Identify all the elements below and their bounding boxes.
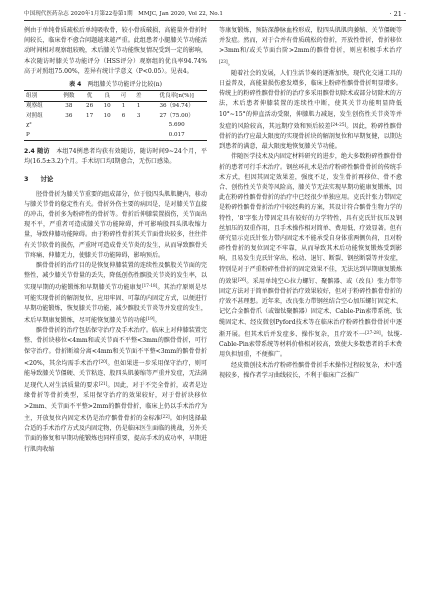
body-paragraph: 随着社会的发展，人们生活节奏的逐渐加快，现代化交通工具的日益普及，高能量损伤愈发增多，临床上粉碎性髌骨骨折明显增多。传统上的粉碎性髌骨骨折的治疗多采用髌骨切除术或部分切除术的方法，术后患者伸膝装置的连续性中断，使其关节功能明显降低10°~15°的伸直活动受限，伸膝肌力减退，发生创伤性关节炎等并发症的风险较高，其远期疗效和预后较差[24-25]。因此，粉碎性髌骨骨折的治疗应最大限度的实现骨折块的解剖复位和早期复健，以期达到患者的满意，最大限度地恢复膝关节功能。 — [219, 69, 403, 151]
body-paragraph: 等康复锻炼，预防深静脉血栓形成，股四头肌肌肉萎缩、关节僵硬等并发症。然而，对于合并有骨质疏松的骨折，开放性骨折，骨折移位>3mm和/或关节面台阶>2mm的髌骨骨折，则应积极手术治疗[23]。 — [219, 27, 402, 67]
table-cell: 10 — [103, 103, 111, 110]
citation: [27-28] — [365, 329, 381, 335]
table-caption — [24, 80, 207, 90]
table-label: 表 4 — [69, 81, 82, 89]
header-excellent: 优 — [81, 91, 99, 102]
followup-paragraph — [24, 147, 207, 167]
table-cell — [98, 131, 116, 141]
citation: [23] — [219, 58, 228, 64]
table-cell — [81, 131, 99, 141]
section-heading — [24, 174, 207, 184]
table-cell: P — [24, 131, 57, 141]
body-paragraph: 伴随医学技术及内固定材料研究的进步，绝大多数粉碎性髌骨骨折的患者可行手术治疗。钢丝环扎术是治疗粉碎性髌骨骨折的传统手术方式，但因其固定效果差，强度不足，发生骨折再移位、骨不愈合、创伤性关节炎等风险高，膝关节无法实现早期功能康复锻炼，因此在粉碎性髌骨骨折的治疗中已经很少单独应用。克氏针张力带固定是粉碎性髌骨骨折治疗中较经典的方案，其设计符合髌骨生物力学的特性，'8'字张力带固定具有较好的力学特性，具有克氏针抗压及钢丝加压的双重作用，且手术操作相对简单、费用低、疗效显著。但有研究显示克氏针张力带内固定术不能承受自身体重两侧负荷，且对粉碎性骨折的复位固定不牢靠，从而导致其术后功能恢复锻炼受到影响，且易发生克氏针穿出、松动、退钉、断裂、钢丝断裂等并发症，特别是对于严重粉碎性骨折的固定效果不佳，无法达到早期康复锻炼的效果[26]。采用单纯空心拉力螺钉、聚髌器、或（改良）张力带等固定方法对于简单髌骨骨折治疗效果较好，但对于粉碎性髌骨骨折的疗效不甚理想。近年来，改良张力带钢丝结合空心加压螺钉固定术、记忆合金髌骨爪（或镍钛聚髌器）固定术、Cable-Pin索带系统、钛缆固定术、经皮微创Pyford技术等在临床治疗粉碎性髌骨骨折中逐渐开展。但其术后并发症多、操作复杂，且疗效不一[27-28]。钛缆-Cable-Pin索带系统等材料价格相对较高，致使大多数患者的手术费用负担加重，不便推广。 — [219, 153, 403, 359]
table-cell: 6 — [121, 112, 126, 119]
table-cell — [131, 121, 146, 131]
header-fair: 可 — [116, 91, 131, 102]
citation: [20] — [98, 358, 108, 364]
followup-text: 本组74例患者均获有效随访，随访时间9~24个月，平均(16.5±3.2)个月。手术切口均Ⅰ期愈合，无伤口感染。 — [24, 148, 207, 166]
table-cell — [57, 121, 81, 131]
table-cell: 1 — [121, 103, 126, 110]
table-cell: 观察组 — [26, 103, 43, 110]
table-cell: 36（94.74） — [159, 103, 194, 110]
header-cases: 例数 — [57, 91, 81, 102]
table-cell — [131, 131, 146, 141]
table-cell: 38 — [65, 103, 73, 110]
citation: [19] — [145, 316, 155, 322]
citation: [26] — [237, 276, 247, 282]
body-paragraph: 经皮微创技术治疗粉碎性髌骨骨折手术操作过程较复杂，术中透视较多，操作者学习曲线较长，不利于临床广泛推广 — [219, 361, 402, 379]
table-cell: 10 — [103, 112, 111, 119]
section-title: 讨论 — [40, 175, 54, 184]
table-cell — [57, 131, 81, 141]
table-cell — [81, 121, 99, 131]
body-paragraph: 胫骨骨折为膝关节重要的组成部分，位于股四头肌肌腱内，移动与膝关节骨的稳定性有关。骨折外伤主要的病因是，是对膝关节直接的冲击，骨折多为粉碎性的骨折等。骨折后伸膝装置损伤，关节面出现不平，严重者可造成膝关节功能障碍，并可影响股四头肌收缩力量，导致伸膝功能障碍。由于粉碎性骨折其关节面骨块较多，往往伴有关节软骨的损伤，严重时可造成骨关节炎的发生，从而导致髌骨关节疼痛、伸膝无力，使膝关节功能障碍，影响预后。 — [24, 190, 207, 259]
citation: [17-18] — [141, 283, 158, 289]
followup-heading: 2.4 随访 — [24, 148, 50, 156]
table-cell: 27（75.00） — [159, 112, 194, 119]
header-good: 良 — [98, 91, 116, 102]
body-paragraph: 髌骨骨折的治疗包括保守治疗及手术治疗。临床上对伸膝装置完整、骨折块移位<4mm和或关节面不平整<3mm的髌骨骨折，可行保守治疗。骨折断端分离<4mm和关节面不平整<3mm的髌骨骨折<20%，其余均需手术治疗[20]。但如果进一步采用保守治疗，则可能导致膝关节僵硬、关节粘连、股四头肌萎缩等严重并发症，无法满足现代人对生活质量的要求[21]。因此，对于不完全骨折，或者是边缘骨折等骨折类型，采用保守治疗的效果较好，对于骨折块移位>2mm、关节面不平整>2mm的髌骨骨折，临床上仍以手术治疗为主，开放复位内固定术仍是治疗髌骨骨折的金标准[22]。如何选择最合适的手术治疗方式及内固定物，仍是临床医生面临的挑战，另外关节面的修复和早期功能锻炼也同样重要，提高手术的成功率，早期进行肌肉收缩 — [24, 327, 208, 453]
journal-citation: 中国现代医药杂志 2020年1月第22卷第1期 MMJC, Jan 2020, Vol 22, No.1 — [24, 11, 223, 17]
table-header-row — [24, 91, 207, 102]
citation: [22] — [161, 413, 170, 419]
table-row — [24, 131, 207, 141]
citation: [24-25] — [330, 121, 347, 127]
table-cell: 26 — [86, 103, 94, 110]
running-header — [24, 9, 406, 21]
table-cell — [98, 121, 116, 131]
right-column — [219, 26, 402, 381]
table-cell: 1 — [136, 103, 141, 110]
table-row — [24, 102, 207, 112]
table-cell: 对照组 — [26, 112, 43, 119]
table-cell: 0.017 — [146, 131, 207, 141]
table-cell: 5.690 — [168, 122, 185, 129]
table-row — [24, 121, 207, 131]
intro-paragraph: 例由于单纯骨质疏松后单纯吸收骨，较小骨质破损，高能量外骨折时间较长，临床骨不愈合问题越来越严重。此组患者小腿膝关节功能活动时间相对观察组较晚，术后膝关节功能恢复情况受到一定的影响，本次随访时膝关节功能评分（HSS评分）观察组的优良率94.74%高于对照组75.00%，差异有统计学意义（P<0.05）。见表4。 — [24, 27, 207, 75]
table-cell: 36 — [65, 112, 73, 119]
table-cell: χ² — [26, 122, 32, 129]
table-title: 两组膝关节功能评分比较(n) — [87, 81, 162, 89]
header-rate: 优良率[n(%)] — [146, 91, 207, 102]
left-column — [24, 26, 207, 455]
knee-function-table — [24, 90, 207, 141]
header-group: 组别 — [24, 91, 57, 102]
section-number: 3 — [24, 175, 29, 184]
table-cell — [116, 121, 131, 131]
table-cell — [116, 131, 131, 141]
header-poor: 差 — [131, 91, 146, 102]
table-cell: 17 — [86, 112, 94, 119]
citation: [21] — [98, 381, 108, 387]
table-cell: 3 — [136, 112, 141, 119]
table-row — [24, 112, 207, 122]
body-paragraph: 髌骨骨折的治疗目的是恢复伸膝装置的连续性及髌股关节面的完整性，减少膝关节骨量的丢失，降低创伤性髌股关节炎的发生率，以实现早期的功能锻炼和早期膝关节功能康复[17-18]。其治疗原则是尽可能实现骨折的解剖复位，应用牢固、可靠的内固定方式，以便进行早期功能锻炼，恢复膝关节功能，减少髌股关节炎等并发症的发生，术后早期康复锻炼，尽可能恢复膝关节的功能[19]。 — [24, 262, 208, 325]
page-number: · 21 · — [389, 10, 406, 18]
